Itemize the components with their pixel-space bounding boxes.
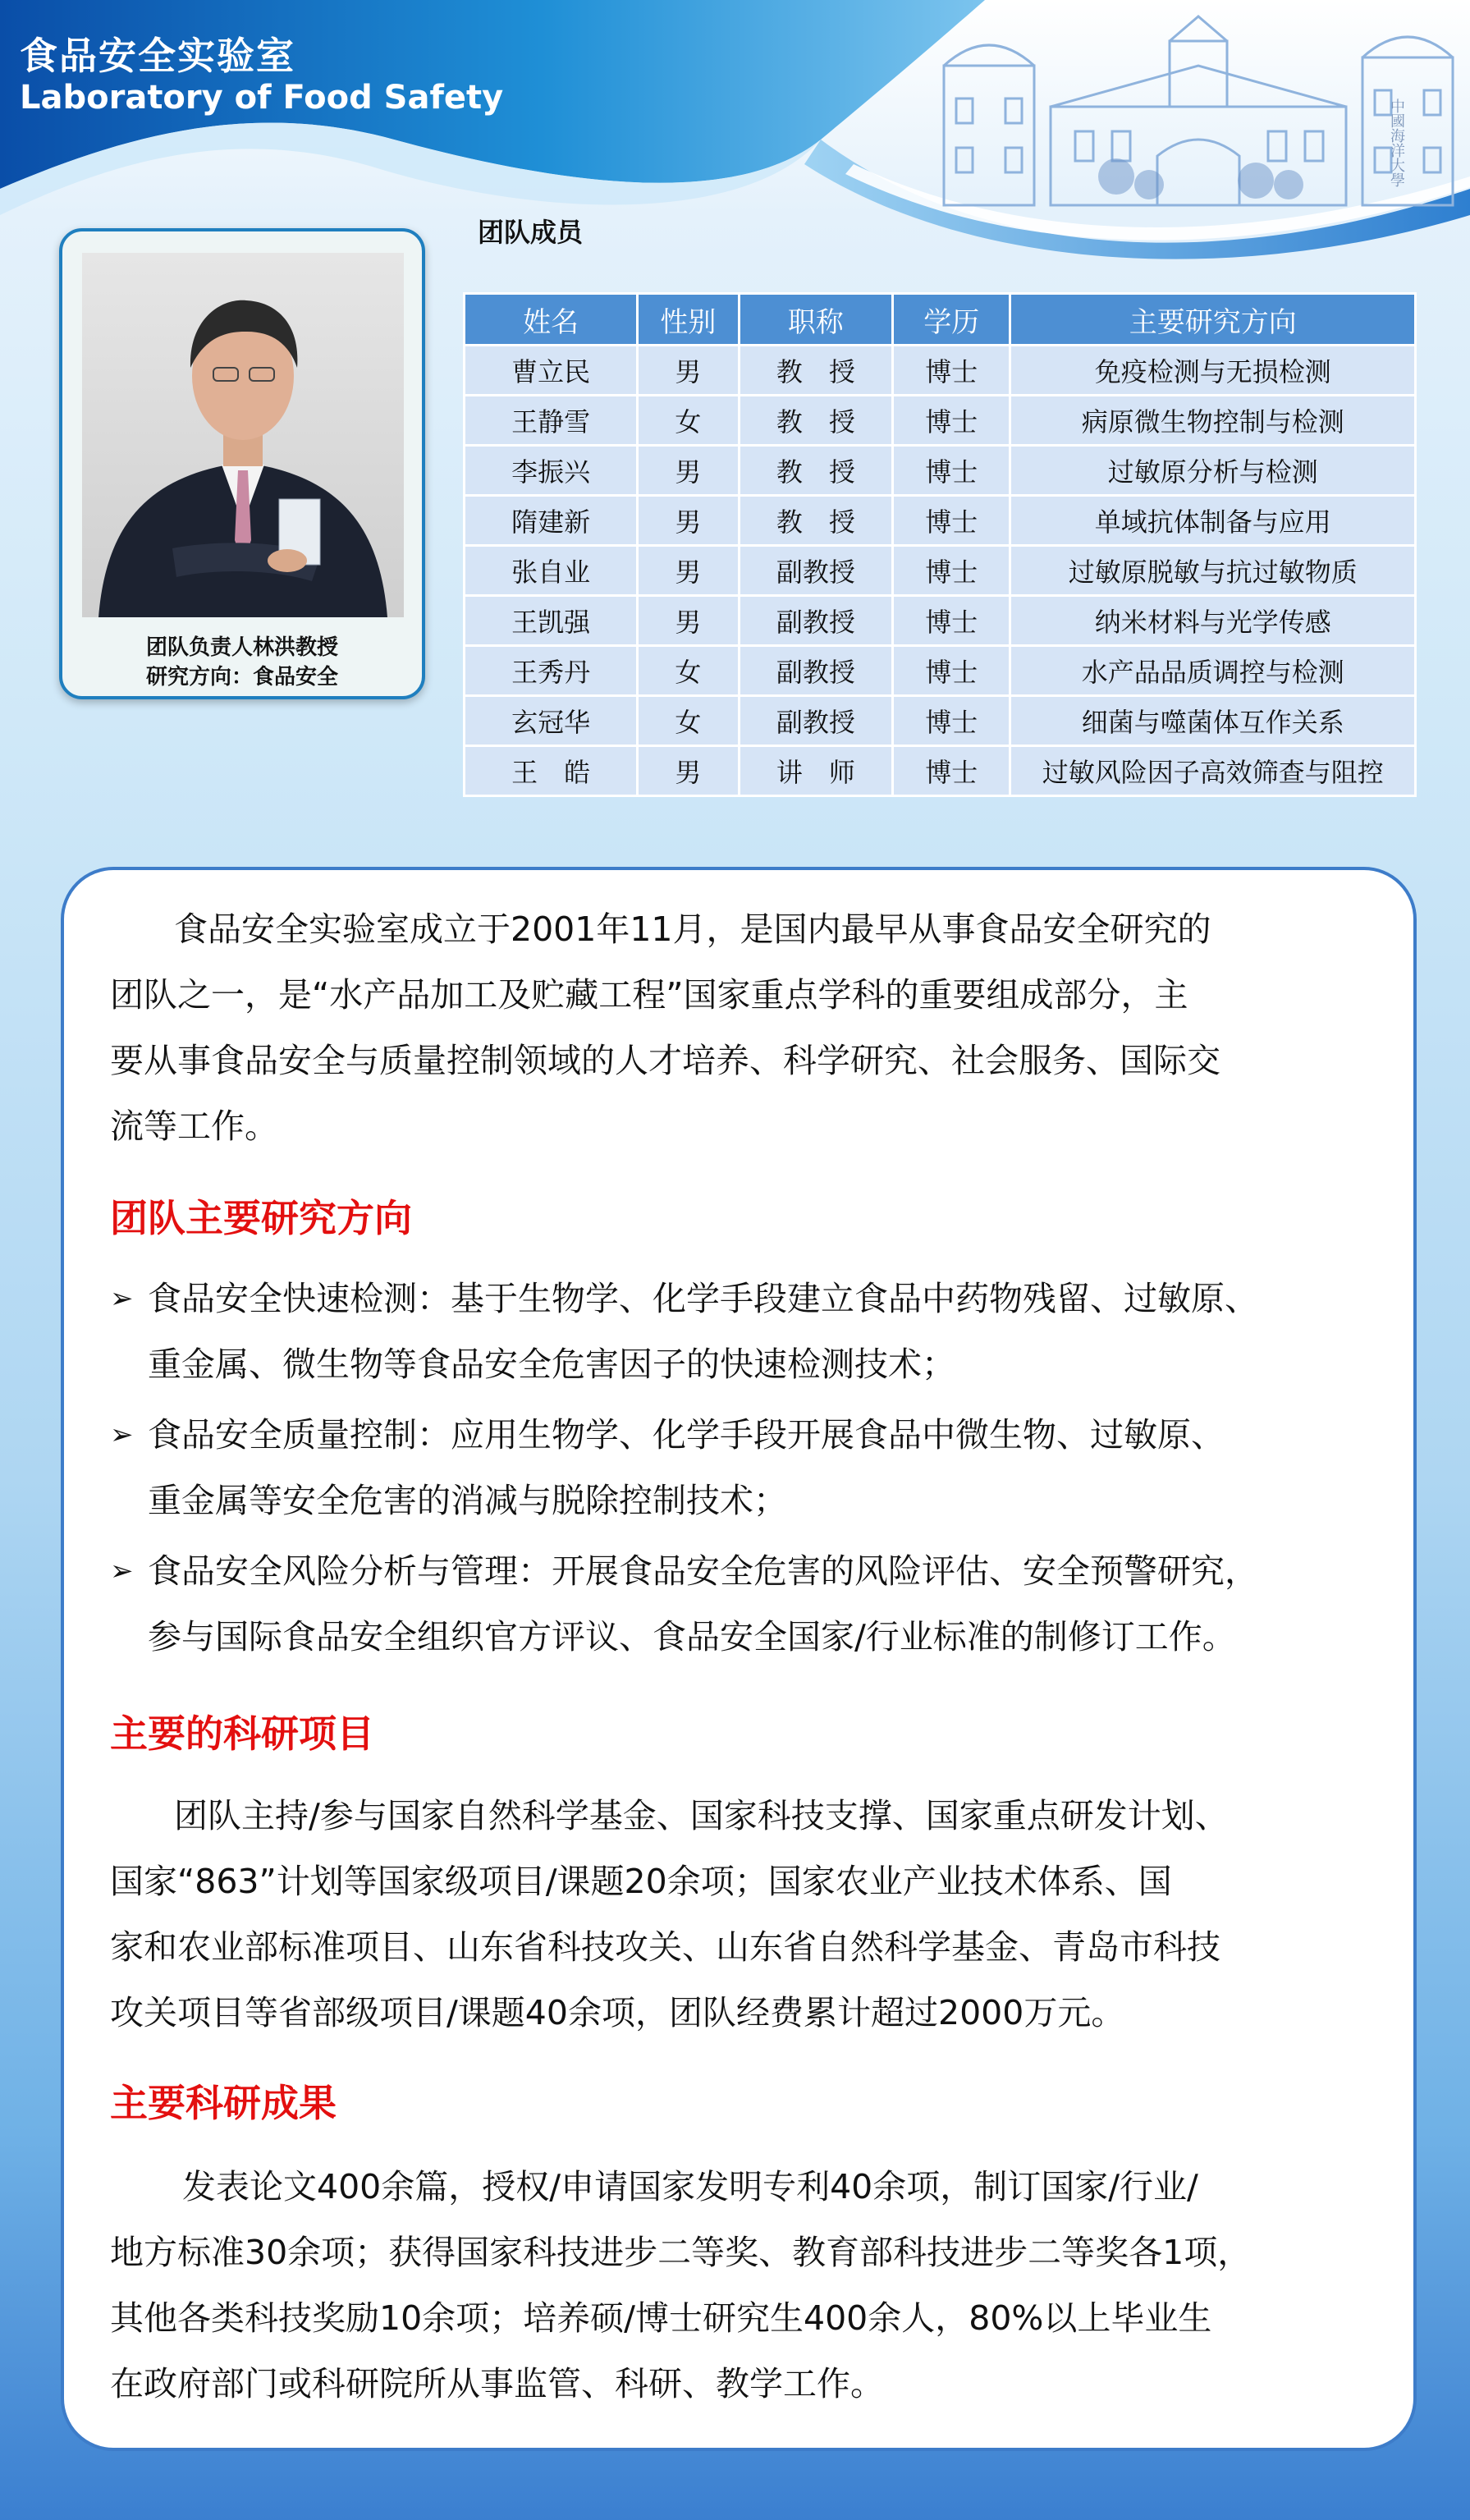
member-degree-cell: 博士 [893, 596, 1010, 646]
member-name-cell: 王凯强 [465, 596, 638, 646]
member-degree-cell: 博士 [893, 746, 1010, 796]
portrait-icon [82, 253, 404, 617]
col-header-gender: 性别 [638, 294, 739, 346]
table-row [465, 396, 1416, 446]
member-gender-cell: 女 [638, 696, 739, 746]
projects-line: 家和农业部标准项目、山东省科技攻关、山东省自然科学基金、青岛市科技 [110, 1927, 1220, 1967]
projects-line: 攻关项目等省部级项目/课题40余项，团队经费累计超过2000万元。 [110, 1993, 1125, 2032]
projects-line: 团队主持/参与国家自然科学基金、国家科技支撑、国家重点研发计划、 [174, 1796, 1229, 1835]
research-item [110, 1266, 1390, 1397]
member-gender-cell: 女 [638, 396, 739, 446]
member-degree-cell: 博士 [893, 646, 1010, 696]
member-title-cell: 教 授 [739, 496, 892, 546]
table-row [465, 746, 1416, 796]
member-degree-cell: 博士 [893, 496, 1010, 546]
leader-caption-field: 研究方向：食品安全 [145, 665, 338, 690]
member-research-cell: 水产品品质调控与检测 [1010, 646, 1416, 696]
research-item-line: 食品安全质量控制：应用生物学、化学手段开展食品中微生物、过敏原、 [148, 1415, 1225, 1455]
col-header-research: 主要研究方向 [1010, 294, 1416, 346]
intro-line: 要从事食品安全与质量控制领域的人才培养、科学研究、社会服务、国际交 [110, 1041, 1220, 1080]
member-research-cell: 细菌与噬菌体互作关系 [1010, 696, 1416, 746]
projects-section-title: 主要的科研项目 [110, 1711, 374, 1756]
member-title-cell: 副教授 [739, 546, 892, 596]
table-row [465, 596, 1416, 646]
member-name-cell: 玄冠华 [465, 696, 638, 746]
research-item [110, 1538, 1390, 1670]
research-item-line: 重金属、微生物等食品安全危害因子的快速检测技术； [148, 1345, 955, 1384]
member-title-cell: 教 授 [739, 396, 892, 446]
member-degree-cell: 博士 [893, 696, 1010, 746]
arrow-bullet-icon: ➢ [110, 1418, 134, 1451]
achievements-paragraph [110, 2154, 1374, 2417]
research-item-line: 重金属等安全危害的消减与脱除控制技术； [148, 1481, 787, 1520]
achievements-line: 发表论文400余篇，授权/申请国家发明专利40余项，制订国家/行业/ [182, 2167, 1198, 2206]
member-research-cell: 过敏风险因子高效筛查与阻控 [1010, 746, 1416, 796]
member-gender-cell: 男 [638, 446, 739, 496]
intro-line: 食品安全实验室成立于2001年11月，是国内最早从事食品安全研究的 [174, 909, 1211, 949]
leader-caption-name: 团队负责人林洪教授 [145, 635, 338, 660]
research-section-title: 团队主要研究方向 [110, 1196, 412, 1240]
member-name-cell: 王静雪 [465, 396, 638, 446]
member-title-cell: 教 授 [739, 346, 892, 396]
member-research-cell: 过敏原分析与检测 [1010, 446, 1416, 496]
member-title-cell: 副教授 [739, 696, 892, 746]
member-research-cell: 纳米材料与光学传感 [1010, 596, 1416, 646]
member-title-cell: 教 授 [739, 446, 892, 496]
member-gender-cell: 男 [638, 346, 739, 396]
intro-paragraph [110, 896, 1374, 1159]
member-title-cell: 副教授 [739, 596, 892, 646]
projects-paragraph [110, 1783, 1374, 2046]
table-row [465, 696, 1416, 746]
arrow-bullet-icon: ➢ [110, 1282, 134, 1315]
leader-card [59, 228, 425, 699]
member-gender-cell: 男 [638, 596, 739, 646]
table-row [465, 546, 1416, 596]
member-title-cell: 副教授 [739, 646, 892, 696]
member-name-cell: 张自业 [465, 546, 638, 596]
table-row [465, 646, 1416, 696]
table-row [465, 496, 1416, 546]
projects-line: 国家“863”计划等国家级项目/课题20余项；国家农业产业技术体系、国 [110, 1862, 1172, 1901]
members-heading: 团队成员 [478, 217, 584, 248]
member-degree-cell: 博士 [893, 346, 1010, 396]
member-gender-cell: 男 [638, 546, 739, 596]
header-title-en: Laboratory of Food Safety [20, 79, 504, 117]
col-header-title: 职称 [739, 294, 892, 346]
member-name-cell: 曹立民 [465, 346, 638, 396]
col-header-name: 姓名 [465, 294, 638, 346]
intro-line: 流等工作。 [110, 1107, 278, 1146]
member-degree-cell: 博士 [893, 396, 1010, 446]
achievements-line: 地方标准30余项；获得国家科技进步二等奖、教育部科技进步二等奖各1项， [110, 2233, 1252, 2272]
members-table [463, 292, 1417, 797]
achievements-line: 在政府部门或科研院所从事监管、科研、教学工作。 [110, 2364, 884, 2403]
campus-inscription: 中國海洋大學 [1388, 99, 1405, 187]
arrow-bullet-icon: ➢ [110, 1555, 134, 1588]
intro-line: 团队之一，是“水产品加工及贮藏工程”国家重点学科的重要组成部分，主 [110, 975, 1188, 1015]
member-degree-cell: 博士 [893, 446, 1010, 496]
member-research-cell: 过敏原脱敏与抗过敏物质 [1010, 546, 1416, 596]
research-item-line: 食品安全风险分析与管理：开展食品安全危害的风险评估、安全预警研究， [148, 1551, 1258, 1591]
member-research-cell: 单域抗体制备与应用 [1010, 496, 1416, 546]
research-item-line: 参与国际食品安全组织官方评议、食品安全国家/行业标准的制修订工作。 [148, 1617, 1236, 1656]
member-name-cell: 李振兴 [465, 446, 638, 496]
research-item-line: 食品安全快速检测：基于生物学、化学手段建立食品中药物残留、过敏原、 [148, 1279, 1258, 1318]
member-gender-cell: 男 [638, 746, 739, 796]
achievements-section-title: 主要科研成果 [110, 2081, 337, 2125]
member-research-cell: 病原微生物控制与检测 [1010, 396, 1416, 446]
achievements-line: 其他各类科技奖励10余项；培养硕/博士研究生400余人，80%以上毕业生 [110, 2298, 1212, 2338]
table-row [465, 346, 1416, 396]
member-degree-cell: 博士 [893, 546, 1010, 596]
member-name-cell: 王秀丹 [465, 646, 638, 696]
table-row [465, 446, 1416, 496]
members-header-row [465, 294, 1416, 346]
member-name-cell: 王 皓 [465, 746, 638, 796]
member-name-cell: 隋建新 [465, 496, 638, 546]
member-research-cell: 免疫检测与无损检测 [1010, 346, 1416, 396]
member-gender-cell: 女 [638, 646, 739, 696]
header-title-cn: 食品安全实验室 [20, 34, 295, 78]
member-title-cell: 讲 师 [739, 746, 892, 796]
leader-portrait-photo [82, 253, 404, 617]
col-header-degree: 学历 [893, 294, 1010, 346]
research-item [110, 1402, 1390, 1533]
member-gender-cell: 男 [638, 496, 739, 546]
